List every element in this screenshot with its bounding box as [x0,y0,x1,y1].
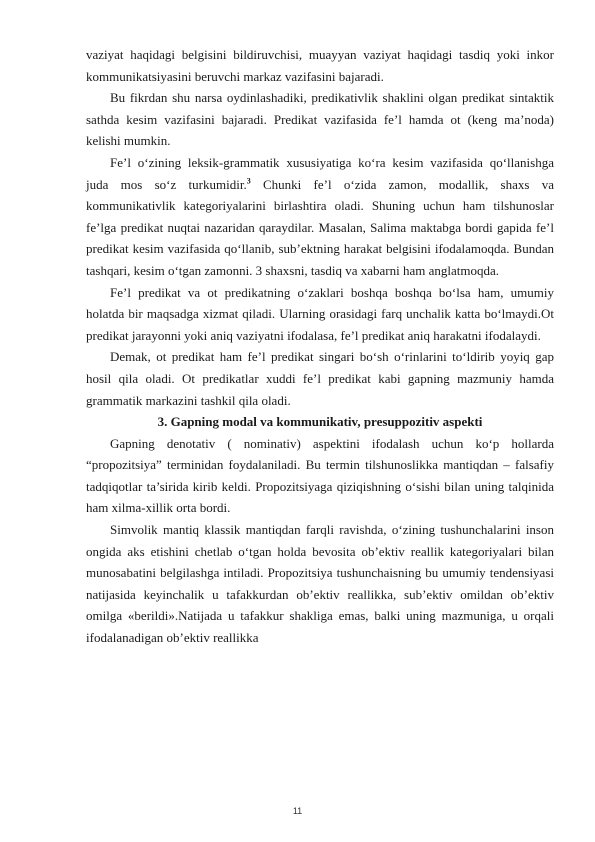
paragraph: Demak, ot predikat ham fe’l predikat singari bo‘sh o‘rinlarini to‘ldirib yoyiq gap hosil qila oladi. Ot predikatlar xuddi fe’l predikat kabi gapning mazmuniy hamda grammatik markazini tashkil qila oladi. [86,349,554,408]
footnote-marker[interactable]: 3 [246,176,251,186]
document-page [86,44,554,649]
paragraph: Gapning denotativ ( nominativ) aspektini ifodalash uchun ko‘p hollarda “propozitsiya” terminidan foydalaniladi. Bu termin tilshunoslikka mantiqdan – falsafiy tadqiqotlar ta’sirida kirib keldi. Propozitsiyaga qiziqishning o‘sishi bilan uning talqinida ham xilma-xillik orta bordi. [86,435,554,516]
paragraph-with-footnote [86,152,554,282]
paragraph: vaziyat haqidagi belgisini bildiruvchisi, muayyan vaziyat haqidagi tasdiq yoki inkor kommunikatsiyasini beruvchi markaz vazifasini bajaradi. [86,47,554,84]
paragraph-text-continuation: Chunki fe’l o‘zida zamon, modallik, shaxs va kommunikativlik kategoriyalarini birlashtira oladi. Shuning uchun ham tilshunoslar fe’lga predikat nuqtai nazaridan qaraydilar. Masalan, Salima maktabga bordi gapida fe’l predikat kesim vazifasida qo‘llanib, sub’ektning harakat belgisini ifodalamoqda. Bundan tashqari, kesim o‘tgan zamonni. 3 shaxsni, tasdiq va xabarni ham anglatmoqda. [86,176,554,278]
paragraph: Simvolik mantiq klassik mantiqdan farqli ravishda, o‘zining tushunchalarini inson ongida aks etishini chetlab o‘tgan holda bevosita ob’ektiv reallik kategoriyalari bilan munosabatini belgilashga intiladi. Propozitsiya tushunchaisning bu umumiy tendensiyasi natijasida keyinchalik u tafakkurdan ob’ektiv reallikka, sub’ektiv omildan ob’ektiv omilga «berildi».Natijada u tafakkur shakliga emas, balki uning mazmuniga, u orqali ifodalanadigan ob’ektiv reallikka [86,522,554,646]
page-number: 11 [292,806,303,816]
section-heading: 3. Gapning modal va kommunikativ, presuppozitiv aspekti [157,414,483,430]
paragraph: Bu fikrdan shu narsa oydinlashadiki, predikativlik shaklini olgan predikat sintaktik sathda kesim vazifasini bajaradi. Predikat vazifasida fe’l hamda ot (keng ma’noda) kelishi mumkin. [86,90,554,149]
paragraph: Fe’l predikat va ot predikatning o‘zaklari boshqa boshqa bo‘lsa ham, umumiy holatda bir maqsadga xizmat qiladi. Ularning orasidagi farq unchalik katta bo‘lmaydi.Ot predikat jarayonni yoki aniq vaziyatni ifodalasa, fe’l predikat aniq harakatni ifodalaydi. [86,284,554,343]
paragraph-text: Fe’l o‘zining leksik-grammatik xususiyatiga ko‘ra kesim vazifasida qo‘llanishga juda mos so‘z turkumidir. [86,154,554,192]
